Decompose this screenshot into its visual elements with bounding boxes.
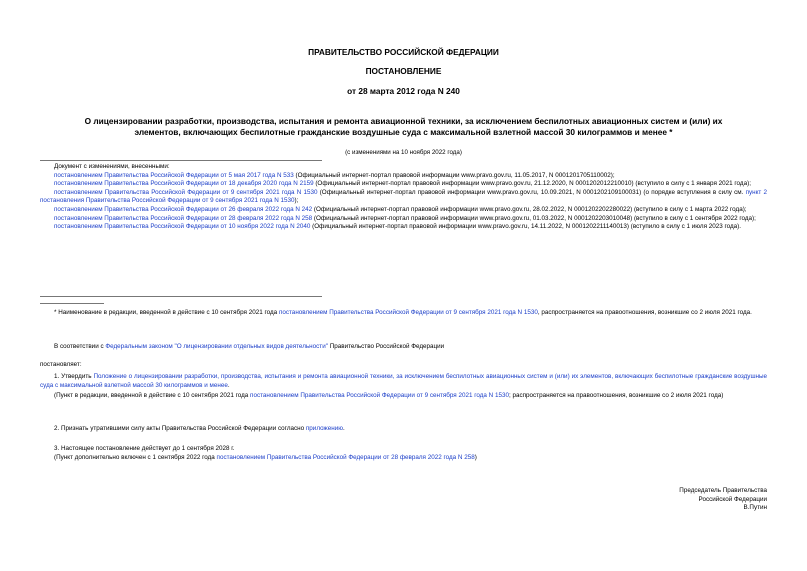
title-line-2: элементов, включающих беспилотные гражданские воздушные суда с максимальной взлетной массой 30 килограммов и менее * bbox=[134, 127, 673, 137]
amendments-top-rule bbox=[40, 160, 322, 161]
document-title bbox=[40, 116, 767, 138]
government-heading: ПРАВИТЕЛЬСТВО РОССИЙСКОЙ ФЕДЕРАЦИИ bbox=[308, 47, 499, 57]
preamble: В соответствии с Федеральным законом "О лицензировании отдельных видов деятельности" Правительство Российской Федерации bbox=[54, 343, 445, 350]
footnote-rule bbox=[40, 303, 104, 304]
clause-1-note-link[interactable]: постановлением Правительства Российской Федерации от 9 сентября 2021 года N 1530 bbox=[250, 392, 509, 399]
amendments-block bbox=[40, 163, 767, 232]
amendment-item: постановлением Правительства Российской Федерации от 9 сентября 2021 года N 1530 (Официальный интернет-портал правовой информации www.pravo.gov.ru, 10.09.2021, N 0001202109100031) (о порядке вступления в силу см. пункт 2 постановления Правительства Российской Федерации от 9 сентября 2021 года N 1530); bbox=[40, 188, 768, 205]
document-type: ПОСТАНОВЛЕНИЕ bbox=[365, 66, 442, 76]
signature-name: В.Путин bbox=[743, 504, 767, 512]
regulation-link[interactable]: Положение о лицензировании разработки, производства, испытания и ремонта авиационной техники, за исключением беспилотных авиационных систем и (или) их элементов, включающих беспилотные гражданские воздушные суда с максимальной взлетной массой 30 килограммов и менее bbox=[40, 373, 768, 389]
footnote: * Наименование в редакции, введенной в действие с 10 сентября 2021 года постановлением Правительства Российской Федерации от 9 сентября 2021 года N 1530, распространяется на правоотношения, возникшие со 2 июля 2021 года. bbox=[54, 309, 752, 316]
amendment-item: постановлением Правительства Российской Федерации от 26 февраля 2022 года N 242 (Официальный интернет-портал правовой информации www.pravo.gov.ru, 28.02.2022, N 0001202202280022) (вступило в силу с 1 марта 2022 года); bbox=[54, 205, 747, 213]
clause-3: 3. Настоящее постановление действует до 1 сентября 2028 г. bbox=[54, 445, 235, 452]
amendment-link[interactable]: пункт 2 постановления Правительства Российской Федерации от 9 сентября 2021 года N 1530 bbox=[40, 188, 768, 205]
signature-position: Председатель Правительства bbox=[679, 487, 767, 494]
amendments-intro: Документ с изменениями, внесенными: bbox=[54, 163, 170, 170]
clause-3-note: (Пункт дополнительно включен с 1 сентября 2022 года постановлением Правительства Российской Федерации от 28 февраля 2022 года N 258) bbox=[54, 454, 477, 461]
amendment-item: постановлением Правительства Российской Федерации от 28 февраля 2022 года N 258 (Официальный интернет-портал правовой информации www.pravo.gov.ru, 01.03.2022, N 0001202203010048) (вступило в силу с 1 сентября 2022 года); bbox=[54, 214, 756, 222]
amendment-item: постановлением Правительства Российской Федерации от 18 декабря 2020 года N 2159 (Официальный интернет-портал правовой информации www.pravo.gov.ru, 21.12.2020, N 0001202012210010) (вступило в силу с 1 января 2021 года); bbox=[54, 180, 751, 188]
amendment-link[interactable]: постановлением Правительства Российской Федерации от 9 сентября 2021 года N 1530 bbox=[54, 188, 318, 196]
clause-2: 2. Признать утратившими силу акты Правительства Российской Федерации согласно приложению. bbox=[54, 425, 345, 432]
clause-1-note: (Пункт в редакции, введенной в действие с 10 сентября 2021 года постановлением Правительства Российской Федерации от 9 сентября 2021 года N 1530; распространяется на правоотношения, возникшие со 2 июля 2021 года) bbox=[54, 392, 724, 399]
revision-note: (с изменениями на 10 ноября 2022 года) bbox=[345, 149, 462, 156]
decides-word: постановляет: bbox=[40, 361, 82, 368]
amendment-link[interactable]: постановлением Правительства Российской Федерации от 18 декабря 2020 года N 2159 bbox=[54, 180, 314, 188]
amendment-item: постановлением Правительства Российской Федерации от 10 ноября 2022 года N 2040 (Официальный интернет-портал правовой информации www.pravo.gov.ru, 14.11.2022, N 0001202211140013) (вступило в силу с 1 июля 2023 года). bbox=[54, 223, 742, 231]
amendment-link[interactable]: постановлением Правительства Российской Федерации от 28 февраля 2022 года N 258 bbox=[54, 214, 313, 222]
signature-block bbox=[679, 487, 767, 513]
amendment-item: постановлением Правительства Российской Федерации от 5 мая 2017 года N 533 (Официальный интернет-портал правовой информации www.pravo.gov.ru, 11.05.2017, N 0001201705110002); bbox=[54, 171, 615, 179]
document-date-number: от 28 марта 2012 года N 240 bbox=[347, 86, 460, 96]
amendment-link[interactable]: постановлением Правительства Российской Федерации от 10 ноября 2022 года N 2040 bbox=[54, 223, 311, 231]
clause-3-note-link[interactable]: постановлением Правительства Российской Федерации от 28 февраля 2022 года N 258 bbox=[216, 454, 475, 461]
amendment-link[interactable]: постановлением Правительства Российской Федерации от 26 февраля 2022 года N 242 bbox=[54, 205, 313, 213]
amendments-bottom-rule bbox=[40, 296, 322, 297]
footnote-link[interactable]: постановлением Правительства Российской Федерации от 9 сентября 2021 года N 1530 bbox=[278, 309, 538, 316]
federal-law-link[interactable]: Федеральным законом "О лицензировании отдельных видов деятельности" bbox=[105, 343, 328, 350]
clause-1: 1. Утвердить Положение о лицензировании разработки, производства, испытания и ремонта авиационной техники, за исключением беспилотных авиационных систем и (или) их элементов, включающих беспилотные гражданские воздушные суда с максимальной взлетной массой 30 килограммов и менее. bbox=[40, 373, 768, 389]
signature-organization: Российской Федерации bbox=[698, 495, 767, 503]
amendment-link[interactable]: постановлением Правительства Российской Федерации от 5 мая 2017 года N 533 bbox=[54, 171, 294, 179]
appendix-link[interactable]: приложению bbox=[305, 425, 343, 432]
title-line-1: О лицензировании разработки, производства, испытания и ремонта авиационной техники, за исключением беспилотных авиационных систем и (или) их bbox=[84, 116, 723, 126]
